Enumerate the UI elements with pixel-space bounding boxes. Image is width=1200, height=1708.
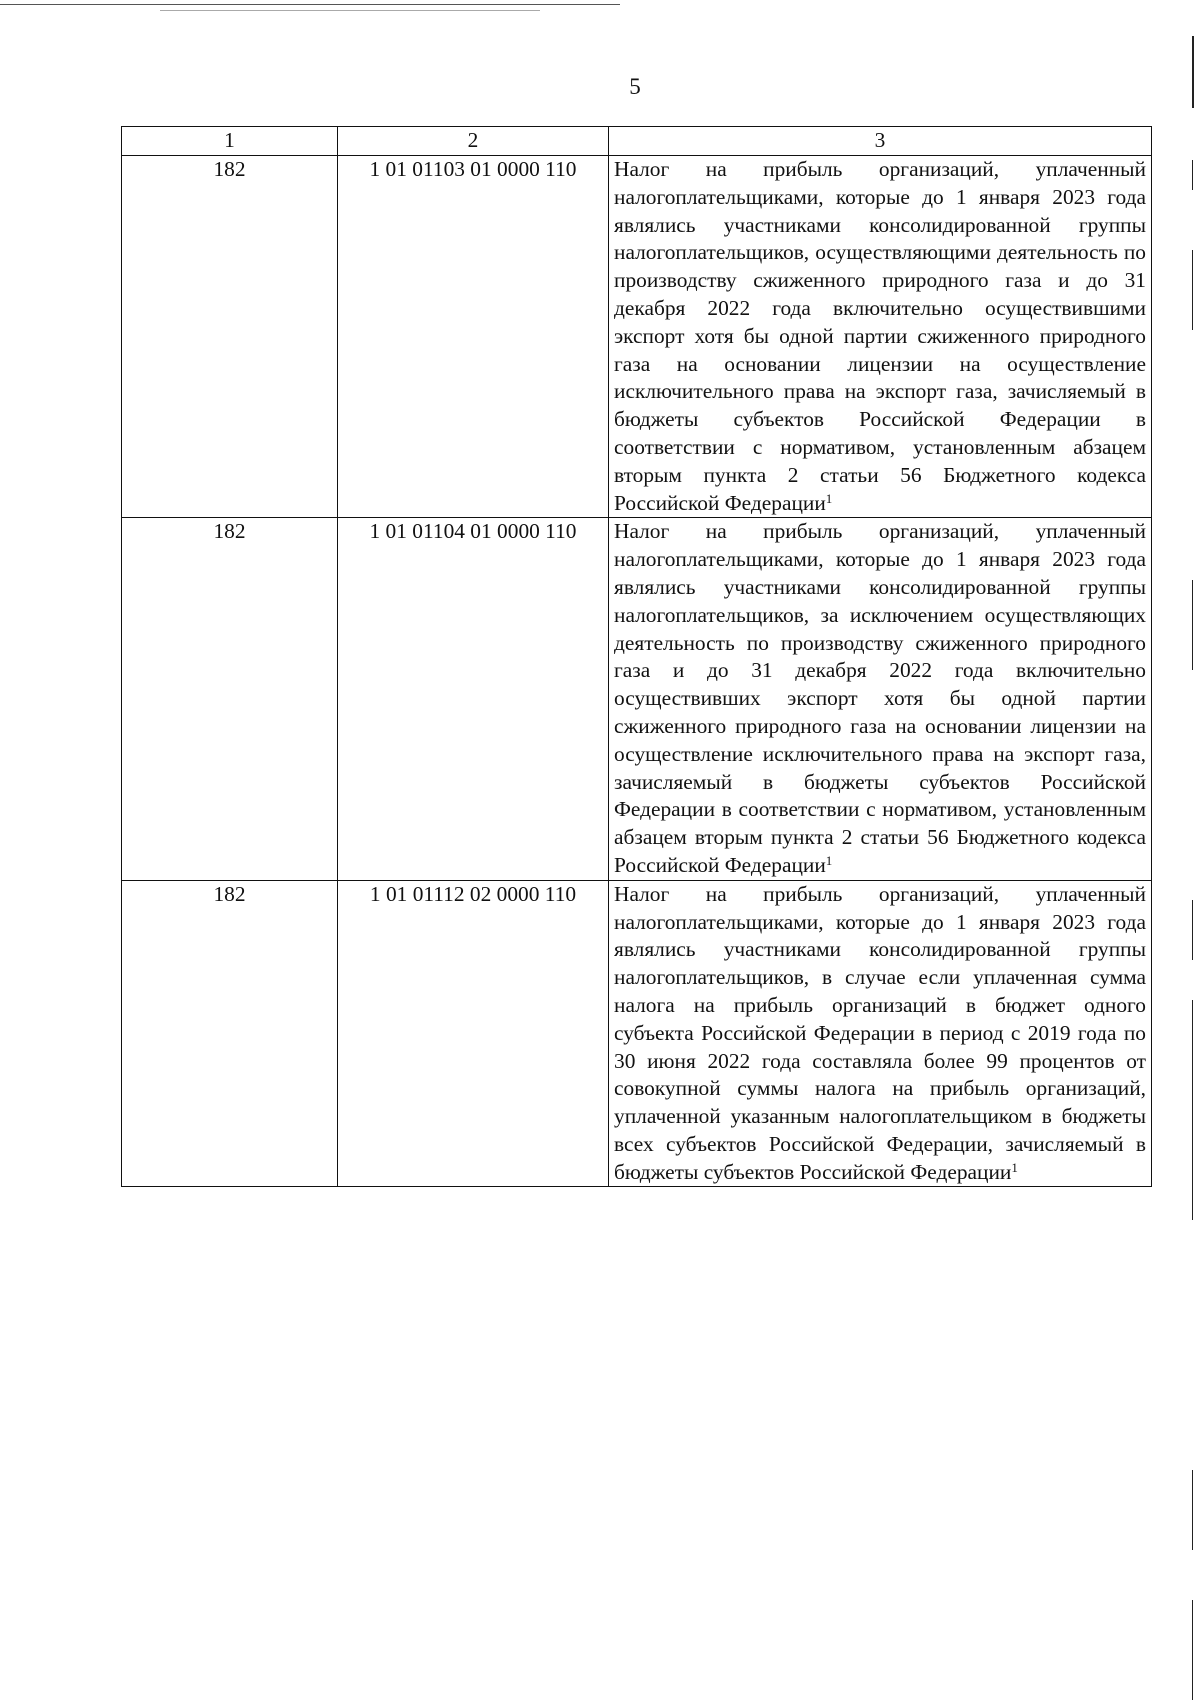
page-number: 5 xyxy=(629,74,641,99)
income-description-text: Налог на прибыль организаций, уплаченный налогоплательщиками, которые до 1 января 2023 года являлись участниками консолидированной группы налогоплательщиков, за исключением осуществляющих деятельность по производству сжиженного природного газа и до 31 декабря 2022 года включительно осуществивших экспорт хотя бы одной партии сжиженного природного газа на основании лицензии на осуществление исключительного права на экспорт газа, зачисляемый в бюджеты субъектов Российской Федерации в соответствии с нормативом, установленным абзацем вторым пункта 2 статьи 56 Бюджетного кодекса Российской Федерации xyxy=(614,519,1146,877)
administrator-code-cell: 182 xyxy=(122,880,338,1187)
table-row xyxy=(122,880,1152,1187)
administrator-code-cell: 182 xyxy=(122,156,338,518)
scan-edge-mark xyxy=(1192,1470,1193,1550)
table-header-row xyxy=(122,127,1152,156)
scan-edge-mark xyxy=(1192,580,1193,670)
scan-edge-mark xyxy=(1192,36,1194,108)
scan-edge-mark xyxy=(1192,250,1193,330)
scan-border-line xyxy=(0,4,620,5)
scan-edge-mark xyxy=(1192,1000,1193,1220)
scan-edge-mark xyxy=(1192,160,1193,190)
income-description-text: Налог на прибыль организаций, уплаченный налогоплательщиками, которые до 1 января 2023 года являлись участниками консолидированной группы налогоплательщиков, осуществляющими деятельность по производству сжиженного природного газа и до 31 декабря 2022 года включительно осуществившими экспорт хотя бы одной партии сжиженного природного газа на основании лицензии на осуществление исключительного права на экспорт газа, зачисляемый в бюджеты субъектов Российской Федерации в соответствии с нормативом, установленным абзацем вторым пункта 2 статьи 56 Бюджетного кодекса Российской Федерации xyxy=(614,157,1146,515)
table-row xyxy=(122,518,1152,880)
budget-classification-code-cell: 1 01 01104 01 0000 110 xyxy=(338,518,609,880)
budget-classification-code-cell: 1 01 01103 01 0000 110 xyxy=(338,156,609,518)
scan-edge-mark xyxy=(1192,1600,1193,1700)
administrator-code-cell: 182 xyxy=(122,518,338,880)
income-description-cell xyxy=(609,156,1152,518)
column-header: 2 xyxy=(338,127,609,156)
income-description-text: Налог на прибыль организаций, уплаченный налогоплательщиками, которые до 1 января 2023 года являлись участниками консолидированной группы налогоплательщиков, в случае если уплаченная сумма налога на прибыль организаций в бюджет одного субъекта Российской Федерации в период с 2019 года по 30 июня 2022 года составляла более 99 процентов от совокупной суммы налога на прибыль организаций, уплаченной указанным налогоплательщиком в бюджеты всех субъектов Российской Федерации, зачисляемый в бюджеты субъектов Российской Федерации xyxy=(614,881,1146,1184)
income-description-cell xyxy=(609,880,1152,1187)
footnote-marker: 1 xyxy=(825,490,833,506)
column-header: 3 xyxy=(609,127,1152,156)
column-header: 1 xyxy=(122,127,338,156)
scan-border-line xyxy=(160,10,540,11)
footnote-marker: 1 xyxy=(825,852,833,868)
budget-classification-code-cell: 1 01 01112 02 0000 110 xyxy=(338,880,609,1187)
income-description-cell xyxy=(609,518,1152,880)
table-row xyxy=(122,156,1152,518)
footnote-marker: 1 xyxy=(1011,1159,1018,1175)
scan-edge-mark xyxy=(1192,900,1193,960)
budget-codes-table xyxy=(121,126,1152,1187)
